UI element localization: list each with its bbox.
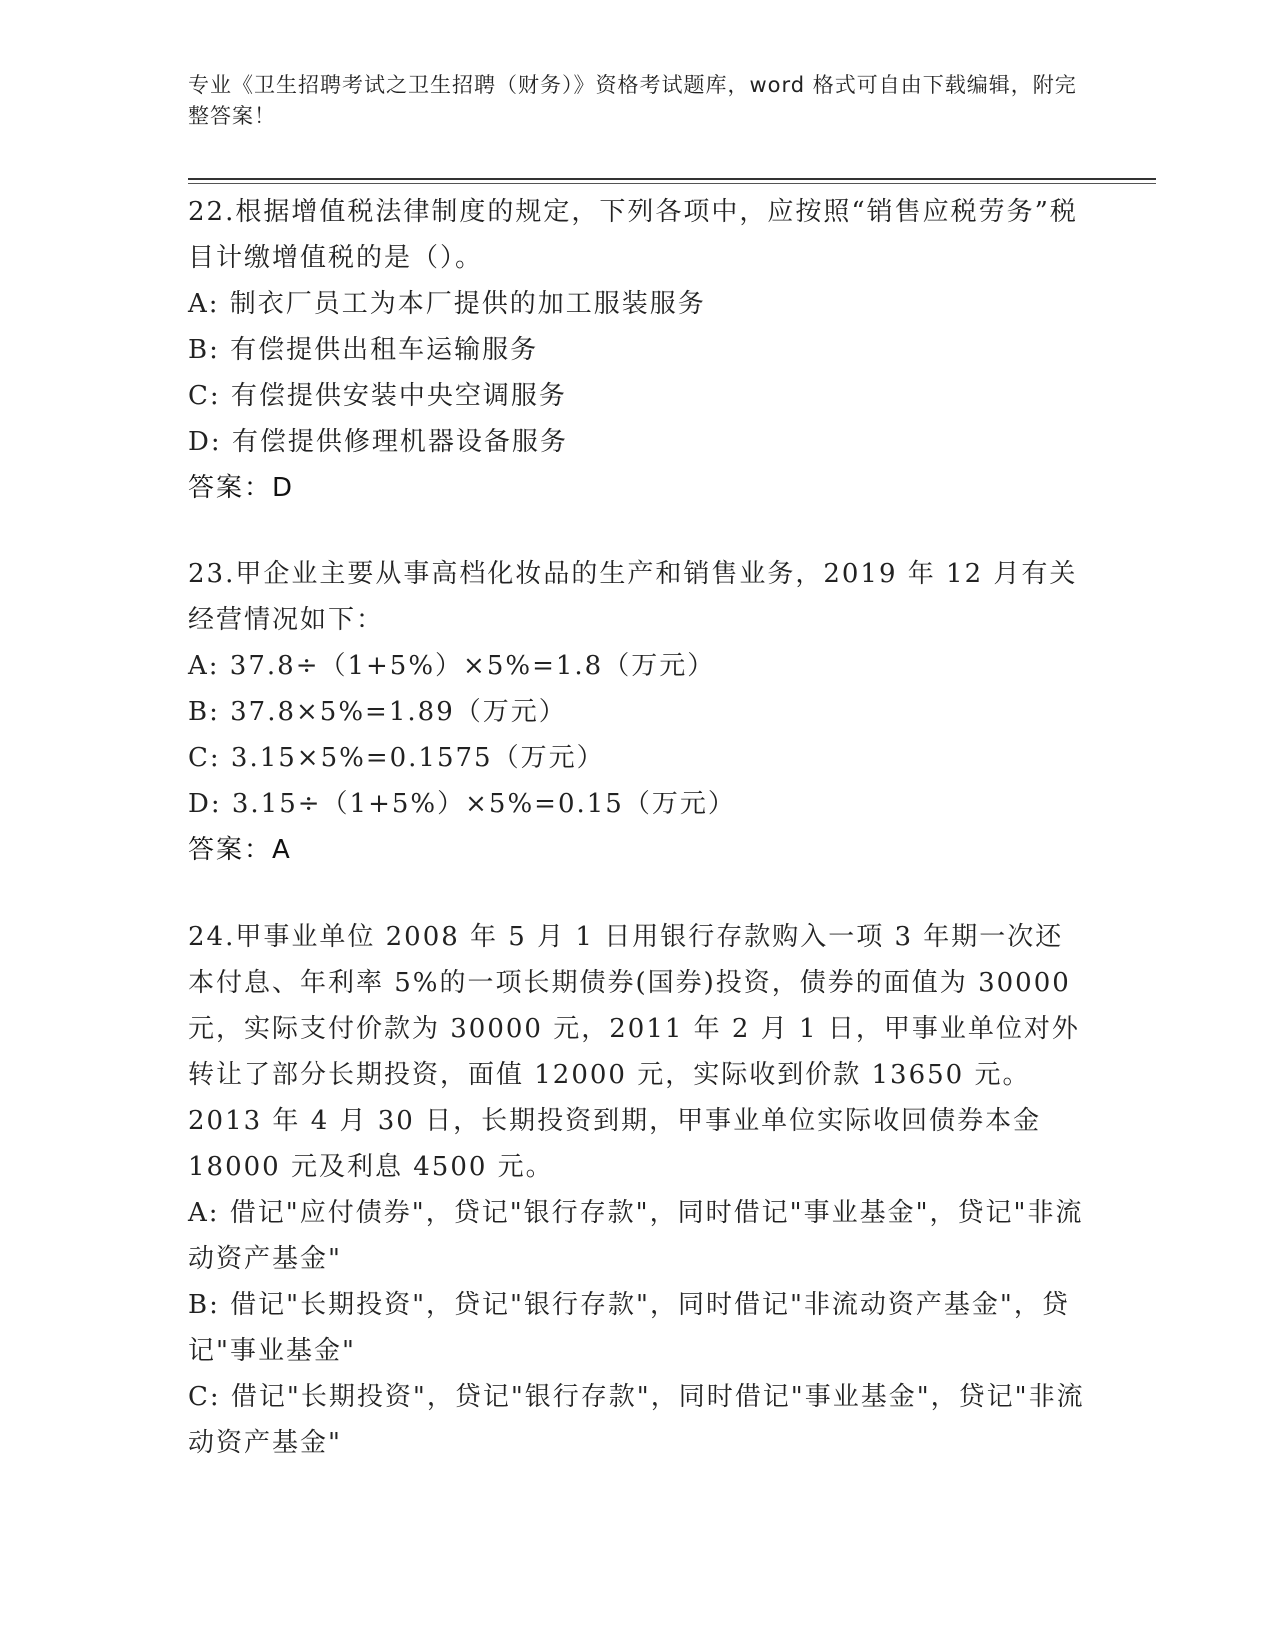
question-text: 22.根据增值税法律制度的规定，下列各项中，应按照“销售应税劳务”税目计缴增值税的是（）。 (188, 197, 1078, 273)
option-b: B: 有偿提供出租车运输服务 (188, 335, 539, 365)
option-d: D: 3.15÷（1+5%）×5%=0.15（万元） (188, 789, 736, 819)
option-b: B: 借记"长期投资"，贷记"银行存款"，同时借记"非流动资产基金"，贷记"事业基金" (188, 1290, 1070, 1366)
option-a: A: 制衣厂员工为本厂提供的加工服装服务 (188, 289, 706, 319)
answer-line: 答案：A (188, 835, 292, 865)
option-a: A: 借记"应付债券"，贷记"银行存款"，同时借记"事业基金"，贷记"非流动资产基金" (188, 1198, 1084, 1274)
option-c: C: 借记"长期投资"，贷记"银行存款"，同时借记"事业基金"，贷记"非流动资产基金" (188, 1382, 1085, 1458)
option-a: A: 37.8÷（1+5%）×5%=1.8（万元） (188, 651, 716, 681)
question-22 (188, 189, 1088, 511)
question-text: 23.甲企业主要从事高档化妆品的生产和销售业务，2019 年 12 月有关经营情况如下： (188, 559, 1078, 635)
option-c: C: 3.15×5%=0.1575（万元） (188, 743, 605, 773)
option-b: B: 37.8×5%=1.89（万元） (188, 697, 567, 727)
header-divider-thick (188, 178, 1156, 180)
question-24 (188, 914, 1088, 1466)
question-text: 24.甲事业单位 2008 年 5 月 1 日用银行存款购入一项 3 年期一次还本付息、年利率 5%的一项长期债券(国券)投资，债券的面值为 30000 元，实际支付价款为 30000 元，2011 年 2 月 1 日，甲事业单位对外转让了部分长期投资，面值 12000 元，实际收到价款 13650 元。2013 年 4 月 30 日，长期投资到期，甲事业单位实际收回债券本金 18000 元及利息 4500 元。 (188, 922, 1080, 1182)
question-23 (188, 551, 1088, 873)
option-c: C: 有偿提供安装中央空调服务 (188, 381, 567, 411)
option-d: D: 有偿提供修理机器设备服务 (188, 427, 568, 457)
document-header (188, 70, 1088, 132)
header-intro-text: 专业《卫生招聘考试之卫生招聘（财务）》资格考试题库，word 格式可自由下载编辑，附完整答案！ (188, 73, 1077, 128)
header-divider-thin (188, 183, 1156, 184)
answer-line: 答案：D (188, 473, 295, 503)
